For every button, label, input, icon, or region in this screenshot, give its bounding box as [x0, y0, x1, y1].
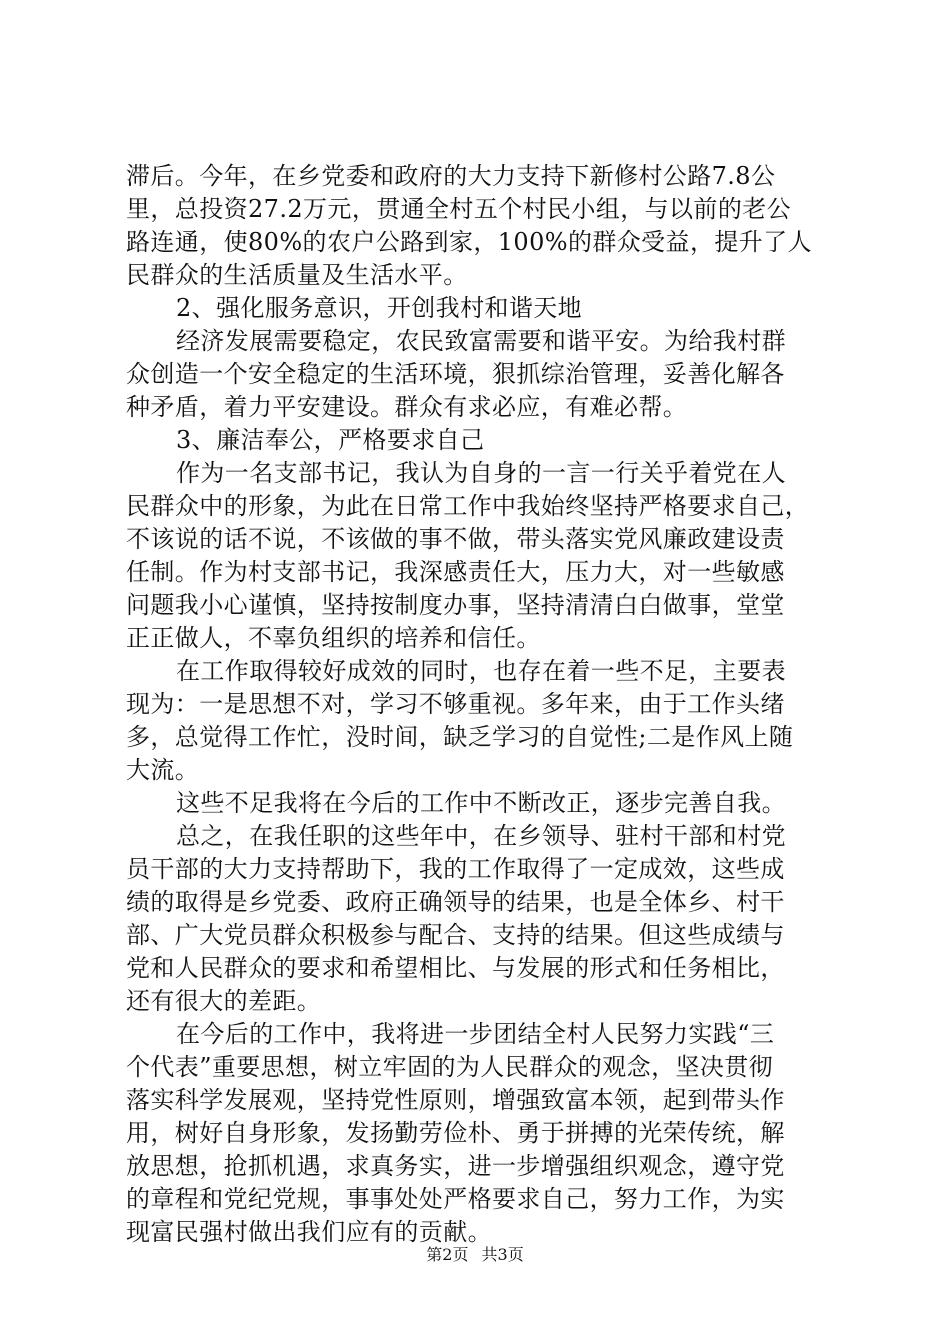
text-line: 还有很大的差距。	[126, 987, 322, 1015]
text-line: 任制。作为村支部书记，我深感责任大，压力大，对一些敏感	[126, 558, 785, 586]
text-line: 不该说的话不说，不该做的事不做，带头落实党风廉政建设责	[126, 525, 785, 553]
text-line: 问题我小心谨慎，坚持按制度办事，坚持清清白白做事，堂堂	[126, 591, 785, 619]
text-line: 在工作取得较好成效的同时，也存在着一些不足，主要表	[176, 657, 786, 685]
text-line: 作为一名支部书记，我认为自身的一言一行关乎着党在人	[176, 459, 786, 487]
text-line: 个代表”重要思想，树立牢固的为人民群众的观念，坚决贯彻	[126, 1053, 774, 1081]
text-line: 民群众中的形象，为此在日常工作中我始终坚持严格要求自己，	[126, 492, 810, 520]
text-line: 正正做人，不辜负组织的培养和信任。	[126, 624, 541, 652]
text-line: 众创造一个安全稳定的生活环境，狠抓综治管理，妥善化解各	[126, 360, 785, 388]
text-line: 大流。	[126, 756, 200, 784]
document-body	[126, 160, 826, 1249]
text-line: 现为：一是思想不对，学习不够重视。多年来，由于工作头绪	[126, 690, 785, 718]
text-line: 路连通，使80%的农户公路到家，100%的群众受益，提升了人	[126, 228, 812, 256]
text-line: 里，总投资27.2万元，贯通全村五个村民小组，与以前的老公	[126, 195, 792, 223]
text-line: 落实科学发展观，坚持党性原则，增强致富本领，起到带头作	[126, 1086, 785, 1114]
text-line: 3、廉洁奉公，严格要求自己	[176, 426, 485, 454]
text-line: 总之，在我任职的这些年中，在乡领导、驻村干部和村党	[176, 822, 786, 850]
page-total: 共3页	[481, 1245, 524, 1264]
text-line: 员干部的大力支持帮助下，我的工作取得了一定成效，这些成	[126, 855, 785, 883]
text-line: 多，总觉得工作忙，没时间，缺乏学习的自觉性;二是作风上随	[126, 723, 794, 751]
page-footer	[0, 1244, 950, 1266]
text-line: 滞后。今年，在乡党委和政府的大力支持下新修村公路7.8公	[126, 162, 776, 190]
text-line: 的章程和党纪党规，事事处处严格要求自己，努力工作，为实	[126, 1185, 785, 1213]
text-line: 在今后的工作中，我将进一步团结全村人民努力实践“三	[176, 1020, 775, 1048]
text-line: 部、广大党员群众积极参与配合、支持的结果。但这些成绩与	[126, 921, 785, 949]
text-line: 放思想，抢抓机遇，求真务实，进一步增强组织观念，遵守党	[126, 1152, 785, 1180]
page-number: 第2页	[426, 1245, 469, 1264]
text-line: 党和人民群众的要求和希望相比、与发展的形式和任务相比，	[126, 954, 785, 982]
text-line: 民群众的生活质量及生活水平。	[126, 261, 468, 289]
text-line: 这些不足我将在今后的工作中不断改正，逐步完善自我。	[176, 789, 786, 817]
text-line: 现富民强村做出我们应有的贡献。	[126, 1218, 492, 1246]
text-line: 经济发展需要稳定，农民致富需要和谐平安。为给我村群	[176, 327, 786, 355]
text-line: 种矛盾，着力平安建设。群众有求必应，有难必帮。	[126, 393, 688, 421]
text-line: 用，树好自身形象，发扬勤劳俭朴、勇于拼搏的光荣传统，解	[126, 1119, 785, 1147]
text-line: 绩的取得是乡党委、政府正确领导的结果，也是全体乡、村干	[126, 888, 785, 916]
text-line: 2、强化服务意识，开创我村和谐天地	[176, 294, 583, 322]
